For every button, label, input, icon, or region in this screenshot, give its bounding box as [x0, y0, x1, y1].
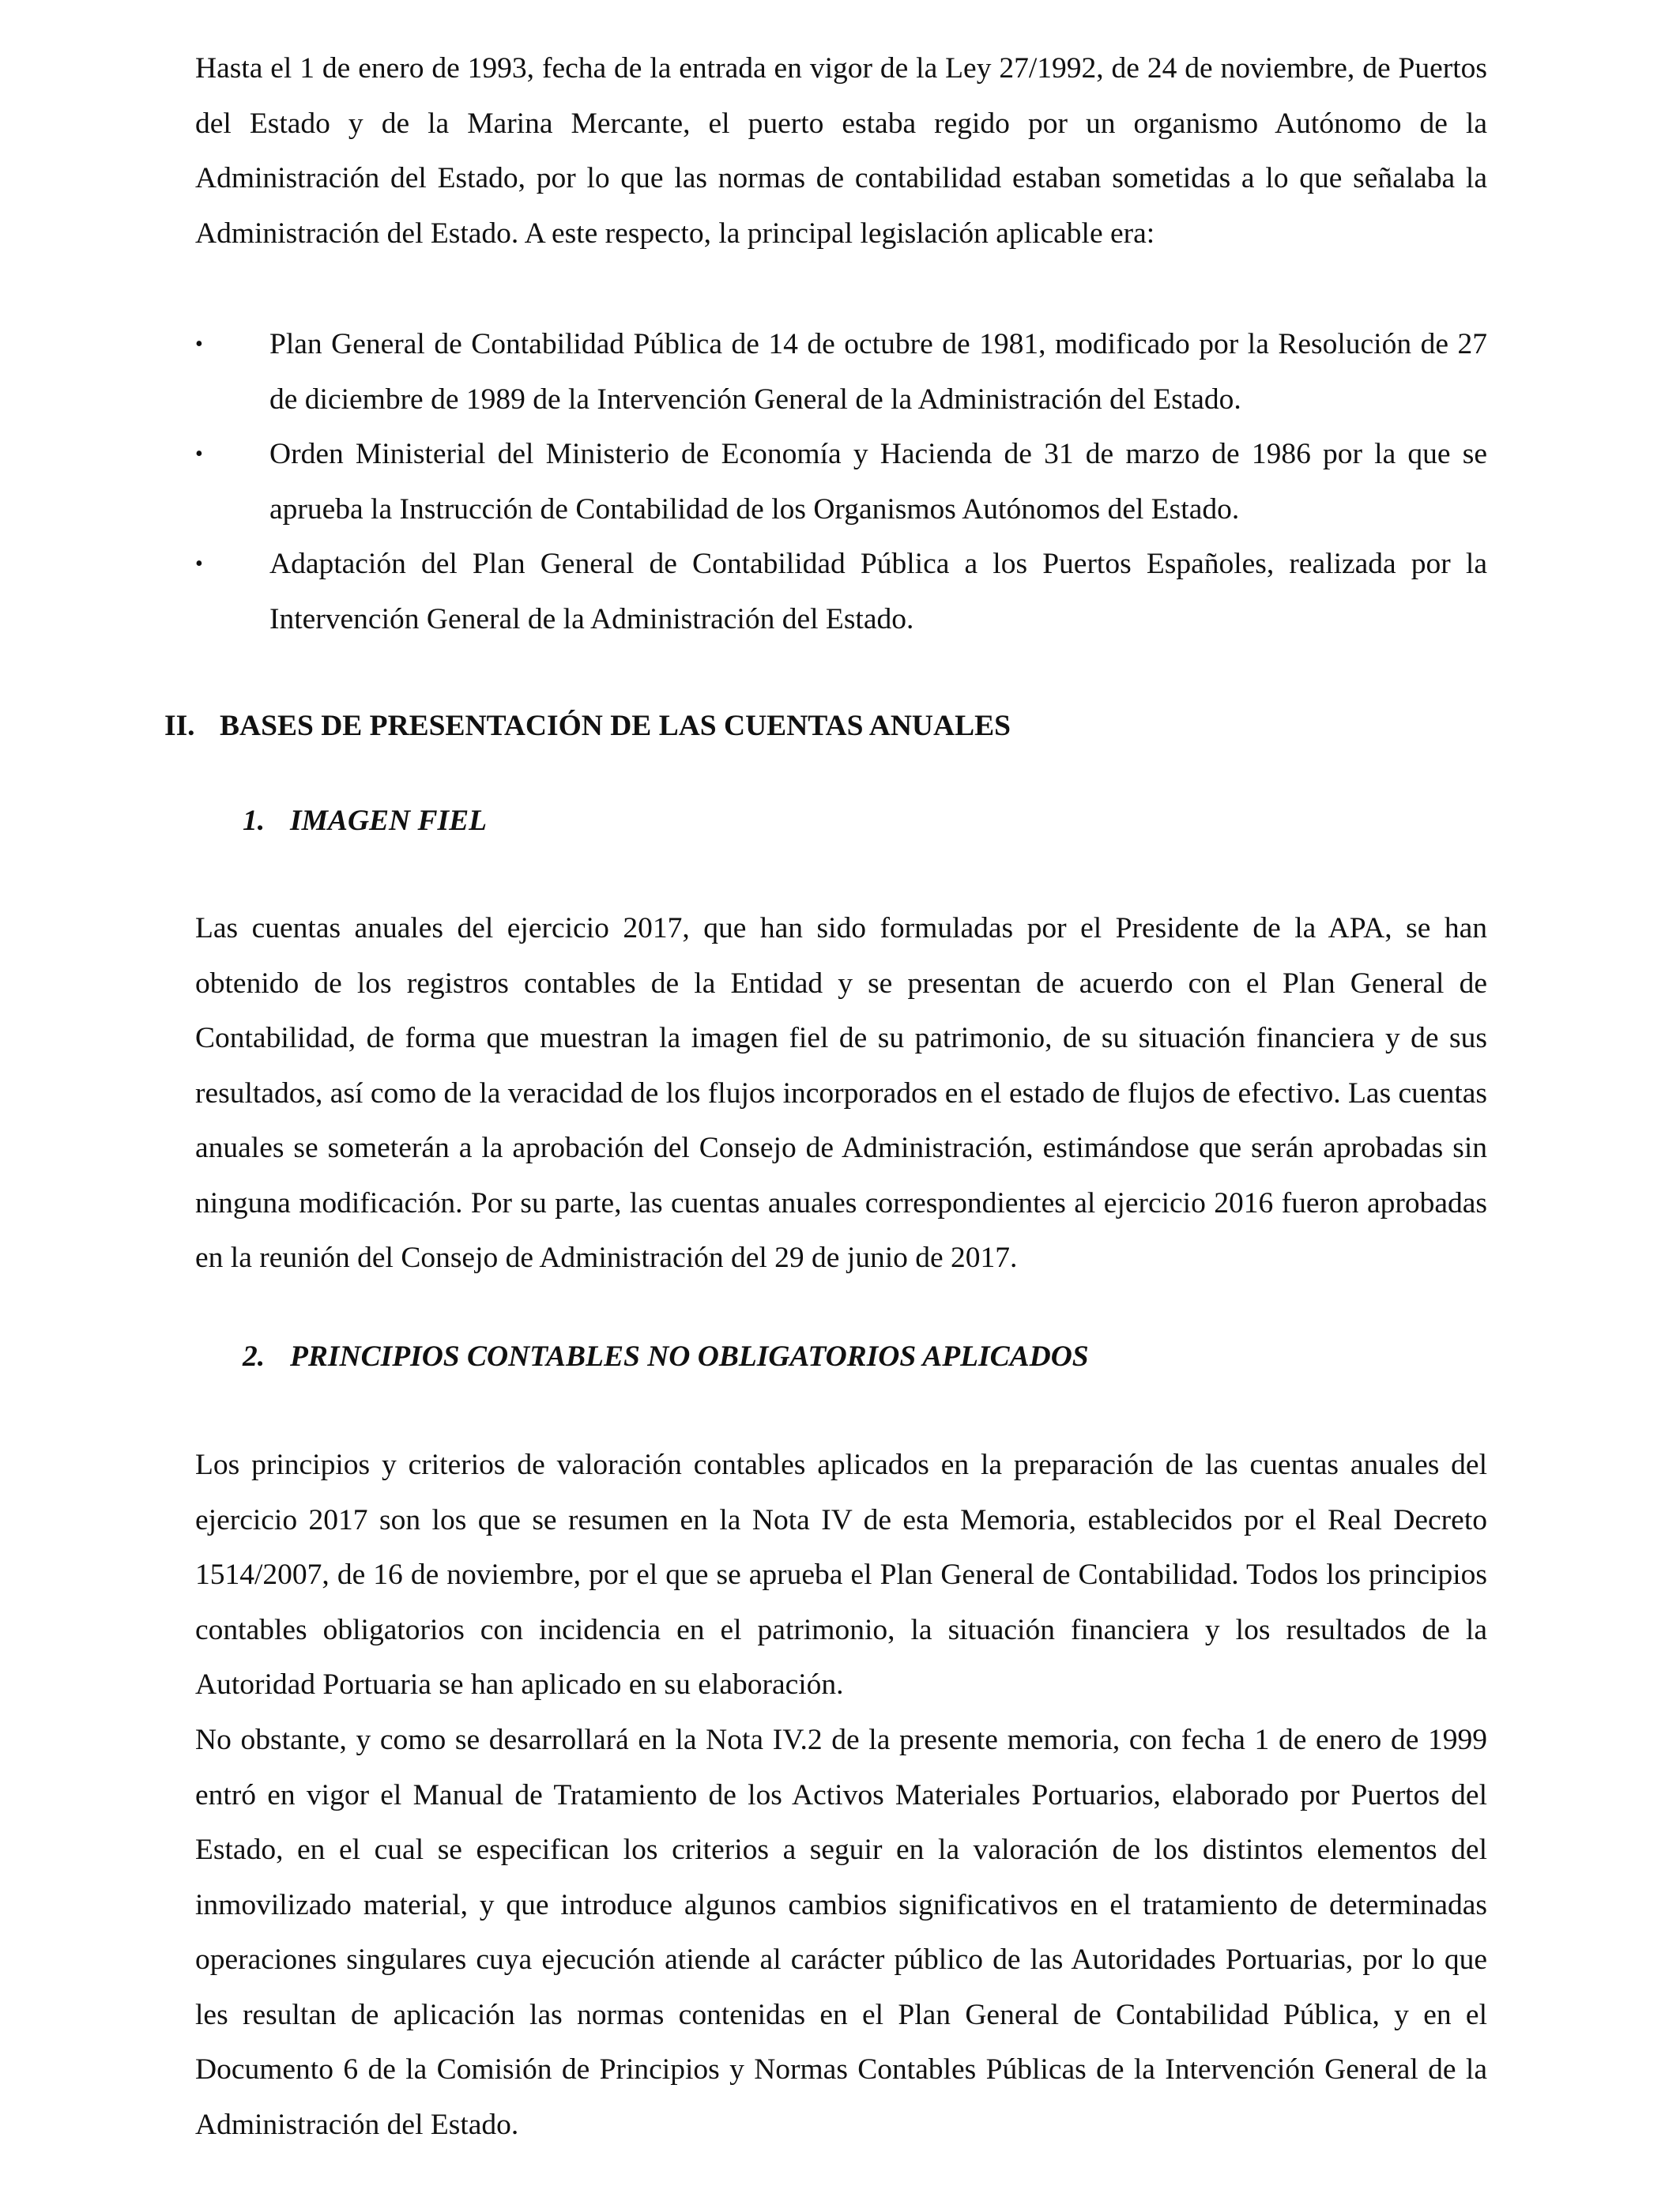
subsection-heading-principios: [243, 1336, 1089, 1378]
subsection-number: 2.: [243, 1340, 266, 1373]
bullet-icon: •: [195, 332, 203, 356]
section-title: BASES DE PRESENTACIÓN DE LAS CUENTAS ANUALES: [220, 710, 1011, 742]
bullet-icon: •: [195, 442, 203, 466]
principios-paragraph-1: Los principios y criterios de valoración contables aplicados en la preparación de las cuentas anuales del ejercicio 2017 son los que se resumen en la Nota IV de esta Memoria, establecidos por el Real Decreto 1514/2007, de 16 de noviembre, por el que se aprueba el Plan General de Contabilidad. Todos los principios contables obligatorios con incidencia en el patrimonio, la situación financiera y los resultados de la Autoridad Portuaria se han aplicado en su elaboración.: [195, 1449, 1487, 1701]
subsection-title: PRINCIPIOS CONTABLES NO OBLIGATORIOS APLICADOS: [290, 1340, 1089, 1373]
intro-paragraph: Hasta el 1 de enero de 1993, fecha de la entrada en vigor de la Ley 27/1992, de 24 de noviembre, de Puertos del Estado y de la Marina Mercante, el puerto estaba regido por un organismo Autónomo de la Administración del Estado, por lo que las normas de contabilidad estaban sometidas a lo que señalaba la Administración del Estado. A este respecto, la principal legislación aplicable era:: [195, 52, 1487, 250]
section-heading: [164, 706, 1011, 747]
list-item-text: Orden Ministerial del Ministerio de Economía y Hacienda de 31 de marzo de 1986 por la que se aprueba la Instrucción de Contabilidad de los Organismos Autónomos del Estado.: [269, 438, 1487, 526]
list-item-text: Plan General de Contabilidad Pública de 14 de octubre de 1981, modificado por la Resolución de 27 de diciembre de 1989 de la Intervención General de la Administración del Estado.: [269, 328, 1487, 416]
section-number: II.: [164, 710, 195, 742]
imagen-fiel-paragraph: Las cuentas anuales del ejercicio 2017, que han sido formuladas por el Presidente de la APA, se han obtenido de los registros contables de la Entidad y se presentan de acuerdo con el Plan General de Contabilidad, de forma que muestran la imagen fiel de su patrimonio, de su situación financiera y de sus resultados, así como de la veracidad de los flujos incorporados en el estado de flujos de efectivo. Las cuentas anuales se someterán a la aprobación del Consejo de Administración, estimándose que serán aprobadas sin ninguna modificación. Por su parte, las cuentas anuales correspondientes al ejercicio 2016 fueron aprobadas en la reunión del Consejo de Administración del 29 de junio de 2017.: [195, 912, 1487, 1274]
subsection-heading-imagen-fiel: [243, 801, 487, 842]
subsection-title: IMAGEN FIEL: [290, 805, 488, 837]
list-item-text: Adaptación del Plan General de Contabilidad Pública a los Puertos Españoles, realizada por la Intervención General de la Administración del Estado.: [269, 548, 1487, 635]
subsection-number: 1.: [243, 805, 266, 837]
bullet-icon: •: [195, 552, 203, 576]
principios-paragraph-2: No obstante, y como se desarrollará en la Nota IV.2 de la presente memoria, con fecha 1 de enero de 1999 entró en vigor el Manual de Tratamiento de los Activos Materiales Portuarios, elaborado por Puertos del Estado, en el cual se especifican los criterios a seguir en la valoración de los distintos elementos del inmovilizado material, y que introduce algunos cambios significativos en el tratamiento de determinadas operaciones singulares cuya ejecución atiende al carácter público de las Autoridades Portuarias, por lo que les resultan de aplicación las normas contenidas en el Plan General de Contabilidad Pública, y en el Documento 6 de la Comisión de Principios y Normas Contables Públicas de la Intervención General de la Administración del Estado.: [195, 1724, 1487, 2141]
